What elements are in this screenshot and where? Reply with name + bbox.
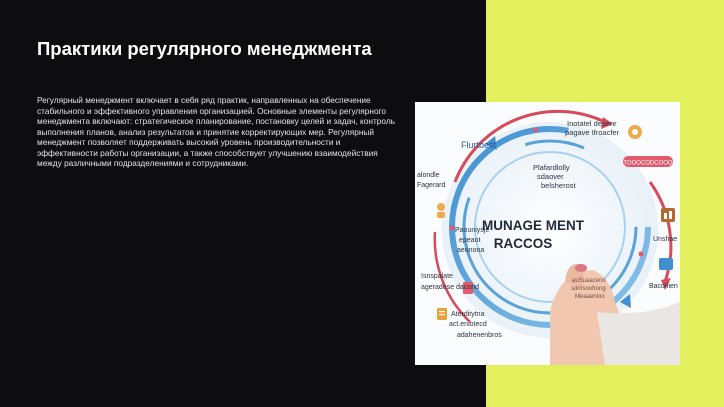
label-top-right-2: pagave Ifroacfer xyxy=(565,128,620,137)
label-bottom-2: act.eniotecd xyxy=(449,321,487,328)
label-upper-center-2: sdaover xyxy=(537,172,564,181)
ring-dot xyxy=(639,252,644,257)
label-upper-center-3: belsherost xyxy=(541,181,576,190)
label-hand-2: sdmsoofrong xyxy=(571,286,606,292)
label-hand-3: Meaaenioo xyxy=(575,294,605,300)
label-left-1: alondle xyxy=(417,172,440,179)
slide-title: Практики регулярного менеджмента xyxy=(37,38,372,59)
label-right-icon: Unshae xyxy=(653,236,678,243)
label-bottom-3: adahenenbros xyxy=(457,332,502,339)
management-process-illustration xyxy=(415,102,680,365)
label-lower-right: Bacoifien xyxy=(649,283,678,290)
document-icon xyxy=(437,308,447,320)
pill-label: TOOOCODCOOO xyxy=(623,160,673,167)
slide-body-text: Регулярный менеджмент включает в себя ряд практик, направленных на обеспечение стабильного и эффективного управления организацией. Основные элементы регулярного менеджмента включают: стратегическое планирование, постановку целей и задач, контроль выполнения планов, анализ результатов и принятие корректирующих мер. Регулярный менеджмент позволяет поддерживать высокий уровень производительности и эффективности работы организации, а также способствует улучшению взаимодействия между различными подразделениями и сотрудниками. xyxy=(37,95,395,168)
label-lower-left-1: Isnspalate xyxy=(421,273,453,280)
label-top-right-1: Inotatel desenr xyxy=(567,119,617,128)
label-mid-left-1: Paouniysje xyxy=(455,227,490,234)
label-upper-center-1: Plafardlolly xyxy=(533,163,570,172)
ring-dot xyxy=(533,128,538,133)
label-hand-1: auSuaaceno xyxy=(572,278,606,284)
label-lower-left-2: ageradese dacond xyxy=(421,284,479,291)
gear-icon xyxy=(628,125,642,139)
ring-dot xyxy=(450,226,455,231)
illustration-center-title-2: RACCOS xyxy=(493,236,553,251)
chart-icon xyxy=(659,258,673,270)
label-bottom-1: Aterditytna xyxy=(451,311,485,318)
label-mid-left-3: aeonona xyxy=(457,247,485,254)
chart-icon xyxy=(661,208,675,222)
illustration-center-title-1: MUNAGE MENT xyxy=(482,218,584,233)
label-mid-left-2: epeaot xyxy=(459,237,481,244)
label-top-left: Flurtbest xyxy=(461,140,497,150)
label-left-2: Fagerard xyxy=(417,182,446,189)
illustration-canvas xyxy=(415,102,680,365)
